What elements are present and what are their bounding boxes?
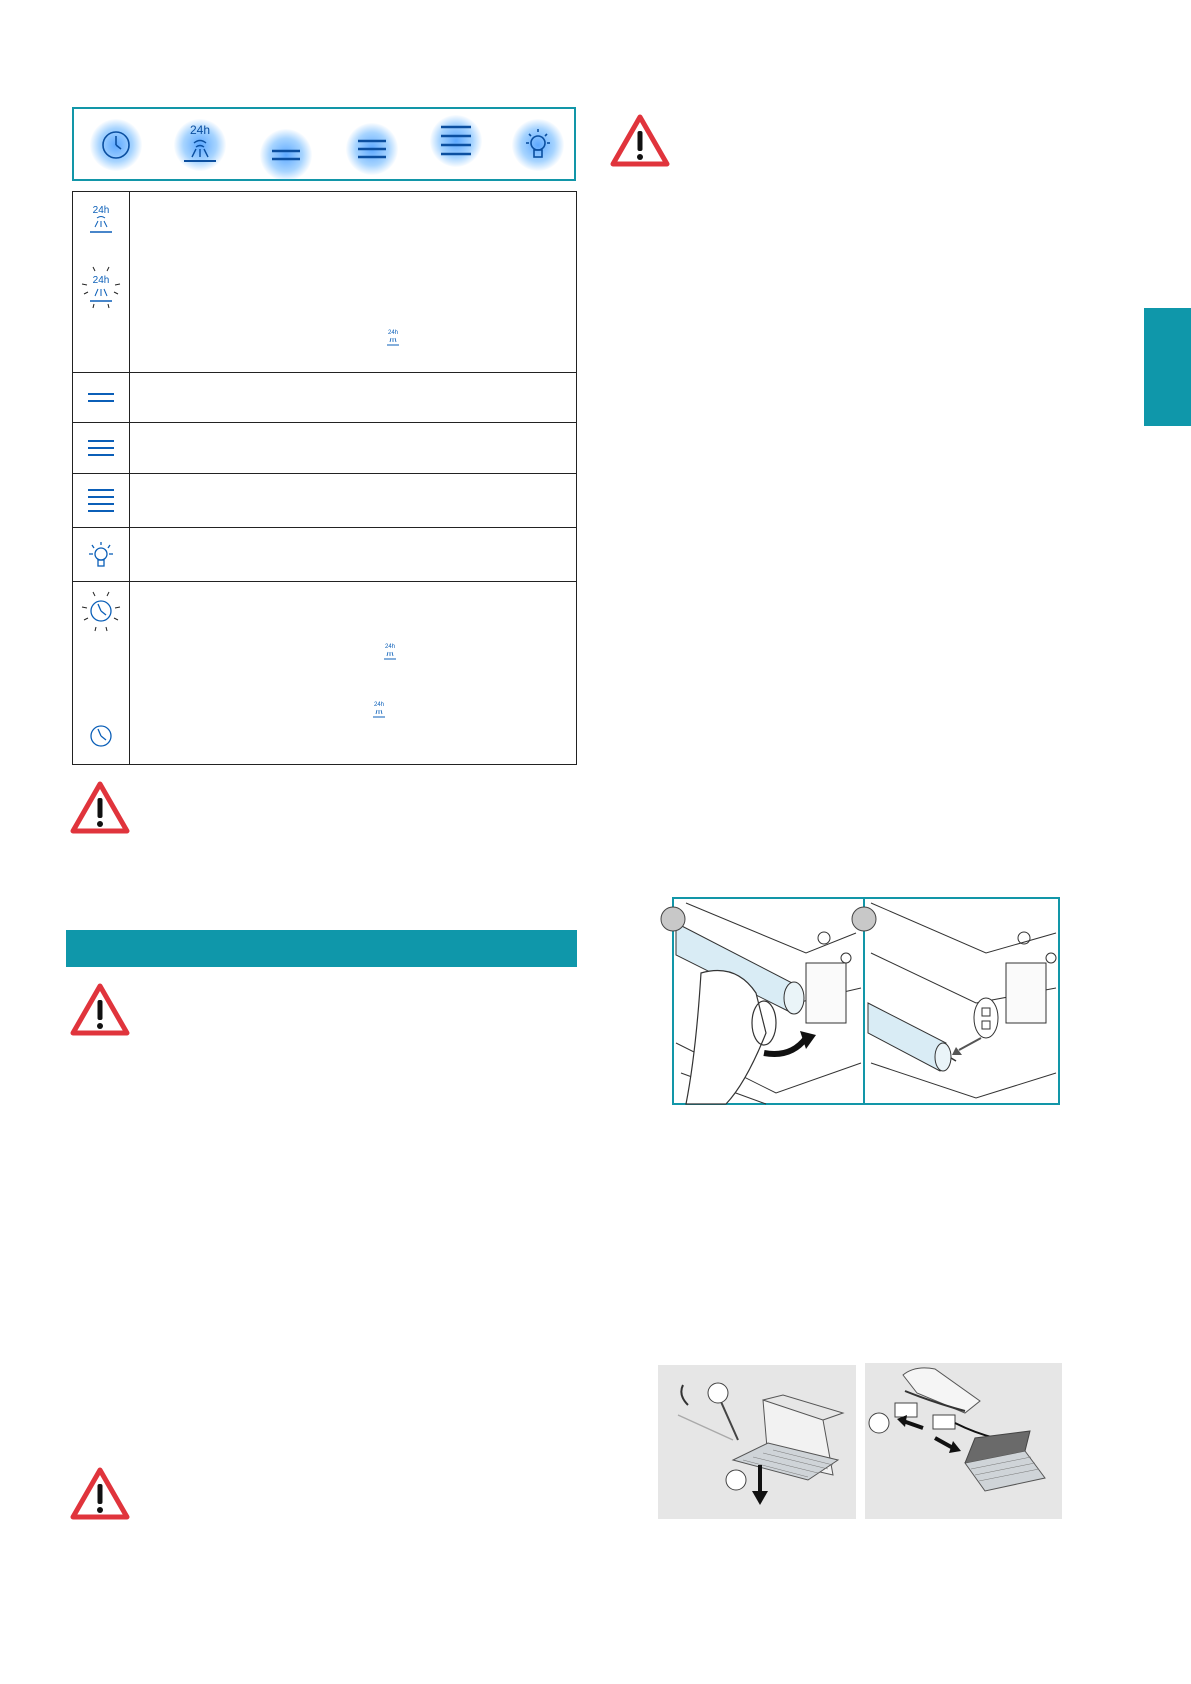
- speed-2-icon: [346, 123, 398, 175]
- table-icon-cell: [73, 474, 130, 528]
- filter-24h-icon: [385, 328, 401, 348]
- table-text-cell: [130, 373, 577, 423]
- callout-1: [708, 1383, 728, 1403]
- table-row-speed-3: [73, 474, 577, 528]
- function-table: [72, 191, 577, 765]
- table-row-light: [73, 528, 577, 582]
- table-icon-cell: [73, 373, 130, 423]
- speed-3-icon: [87, 487, 115, 515]
- table-icon-cell: [73, 582, 130, 765]
- speed-3-icon: [430, 115, 482, 167]
- table-row-speed-2: [73, 423, 577, 474]
- filter-24h-icon: [174, 119, 226, 171]
- svg-text:24h: 24h: [387, 330, 399, 336]
- control-panel: [72, 107, 576, 181]
- lamp-connector-figure: [865, 1363, 1062, 1519]
- svg-text:24h: 24h: [373, 702, 385, 708]
- table-row-speed-1: [73, 373, 577, 423]
- table-icon-cell: [73, 192, 130, 373]
- warning-triangle-icon: [610, 114, 670, 168]
- warning-triangle-icon: [70, 983, 130, 1037]
- svg-text:24h: 24h: [92, 205, 110, 216]
- svg-text:24h: 24h: [92, 275, 110, 286]
- timer-blinking-icon: [81, 590, 121, 632]
- speed-1-icon: [260, 129, 312, 181]
- callout-1: [869, 1413, 889, 1433]
- speed-2-icon: [87, 438, 115, 458]
- table-text-cell: [130, 528, 577, 582]
- filter-24h-icon: [87, 202, 115, 238]
- section-header-bar: [66, 930, 577, 967]
- table-row-timer: [73, 582, 577, 765]
- filter-24h-icon: [382, 642, 398, 662]
- filter-24h-blinking-icon: [81, 264, 121, 310]
- table-icon-cell: [73, 423, 130, 474]
- speed-1-button[interactable]: [260, 129, 312, 181]
- clock-icon: [87, 722, 115, 750]
- filter-24h-label: 24h: [189, 123, 211, 137]
- table-text-cell: [130, 582, 577, 765]
- callout-a: [661, 907, 685, 931]
- filter-24h-icon: [371, 700, 387, 720]
- tube-lamp-replacement-figure: [656, 893, 1060, 1107]
- table-text-cell: [130, 474, 577, 528]
- table-row-filter: [73, 192, 577, 373]
- speed-3-button[interactable]: [430, 115, 482, 167]
- light-button[interactable]: [512, 119, 564, 171]
- table-icon-cell: [73, 528, 130, 582]
- light-bulb-icon: [512, 119, 564, 171]
- table-text-cell: [130, 192, 577, 373]
- filter-24h-button[interactable]: [174, 119, 226, 171]
- svg-text:24h: 24h: [384, 644, 396, 650]
- grease-filter-removal-figure: [658, 1365, 856, 1519]
- clock-icon: [90, 119, 142, 171]
- callout-2: [726, 1470, 746, 1490]
- speed-2-button[interactable]: [346, 123, 398, 175]
- table-text-cell: [130, 423, 577, 474]
- speed-1-icon: [87, 391, 115, 405]
- light-bulb-icon: [85, 540, 117, 572]
- callout-b: [852, 907, 876, 931]
- timer-button[interactable]: [90, 119, 142, 171]
- warning-triangle-icon: [70, 781, 130, 835]
- warning-triangle-icon: [70, 1467, 130, 1521]
- side-tab: [1144, 308, 1191, 426]
